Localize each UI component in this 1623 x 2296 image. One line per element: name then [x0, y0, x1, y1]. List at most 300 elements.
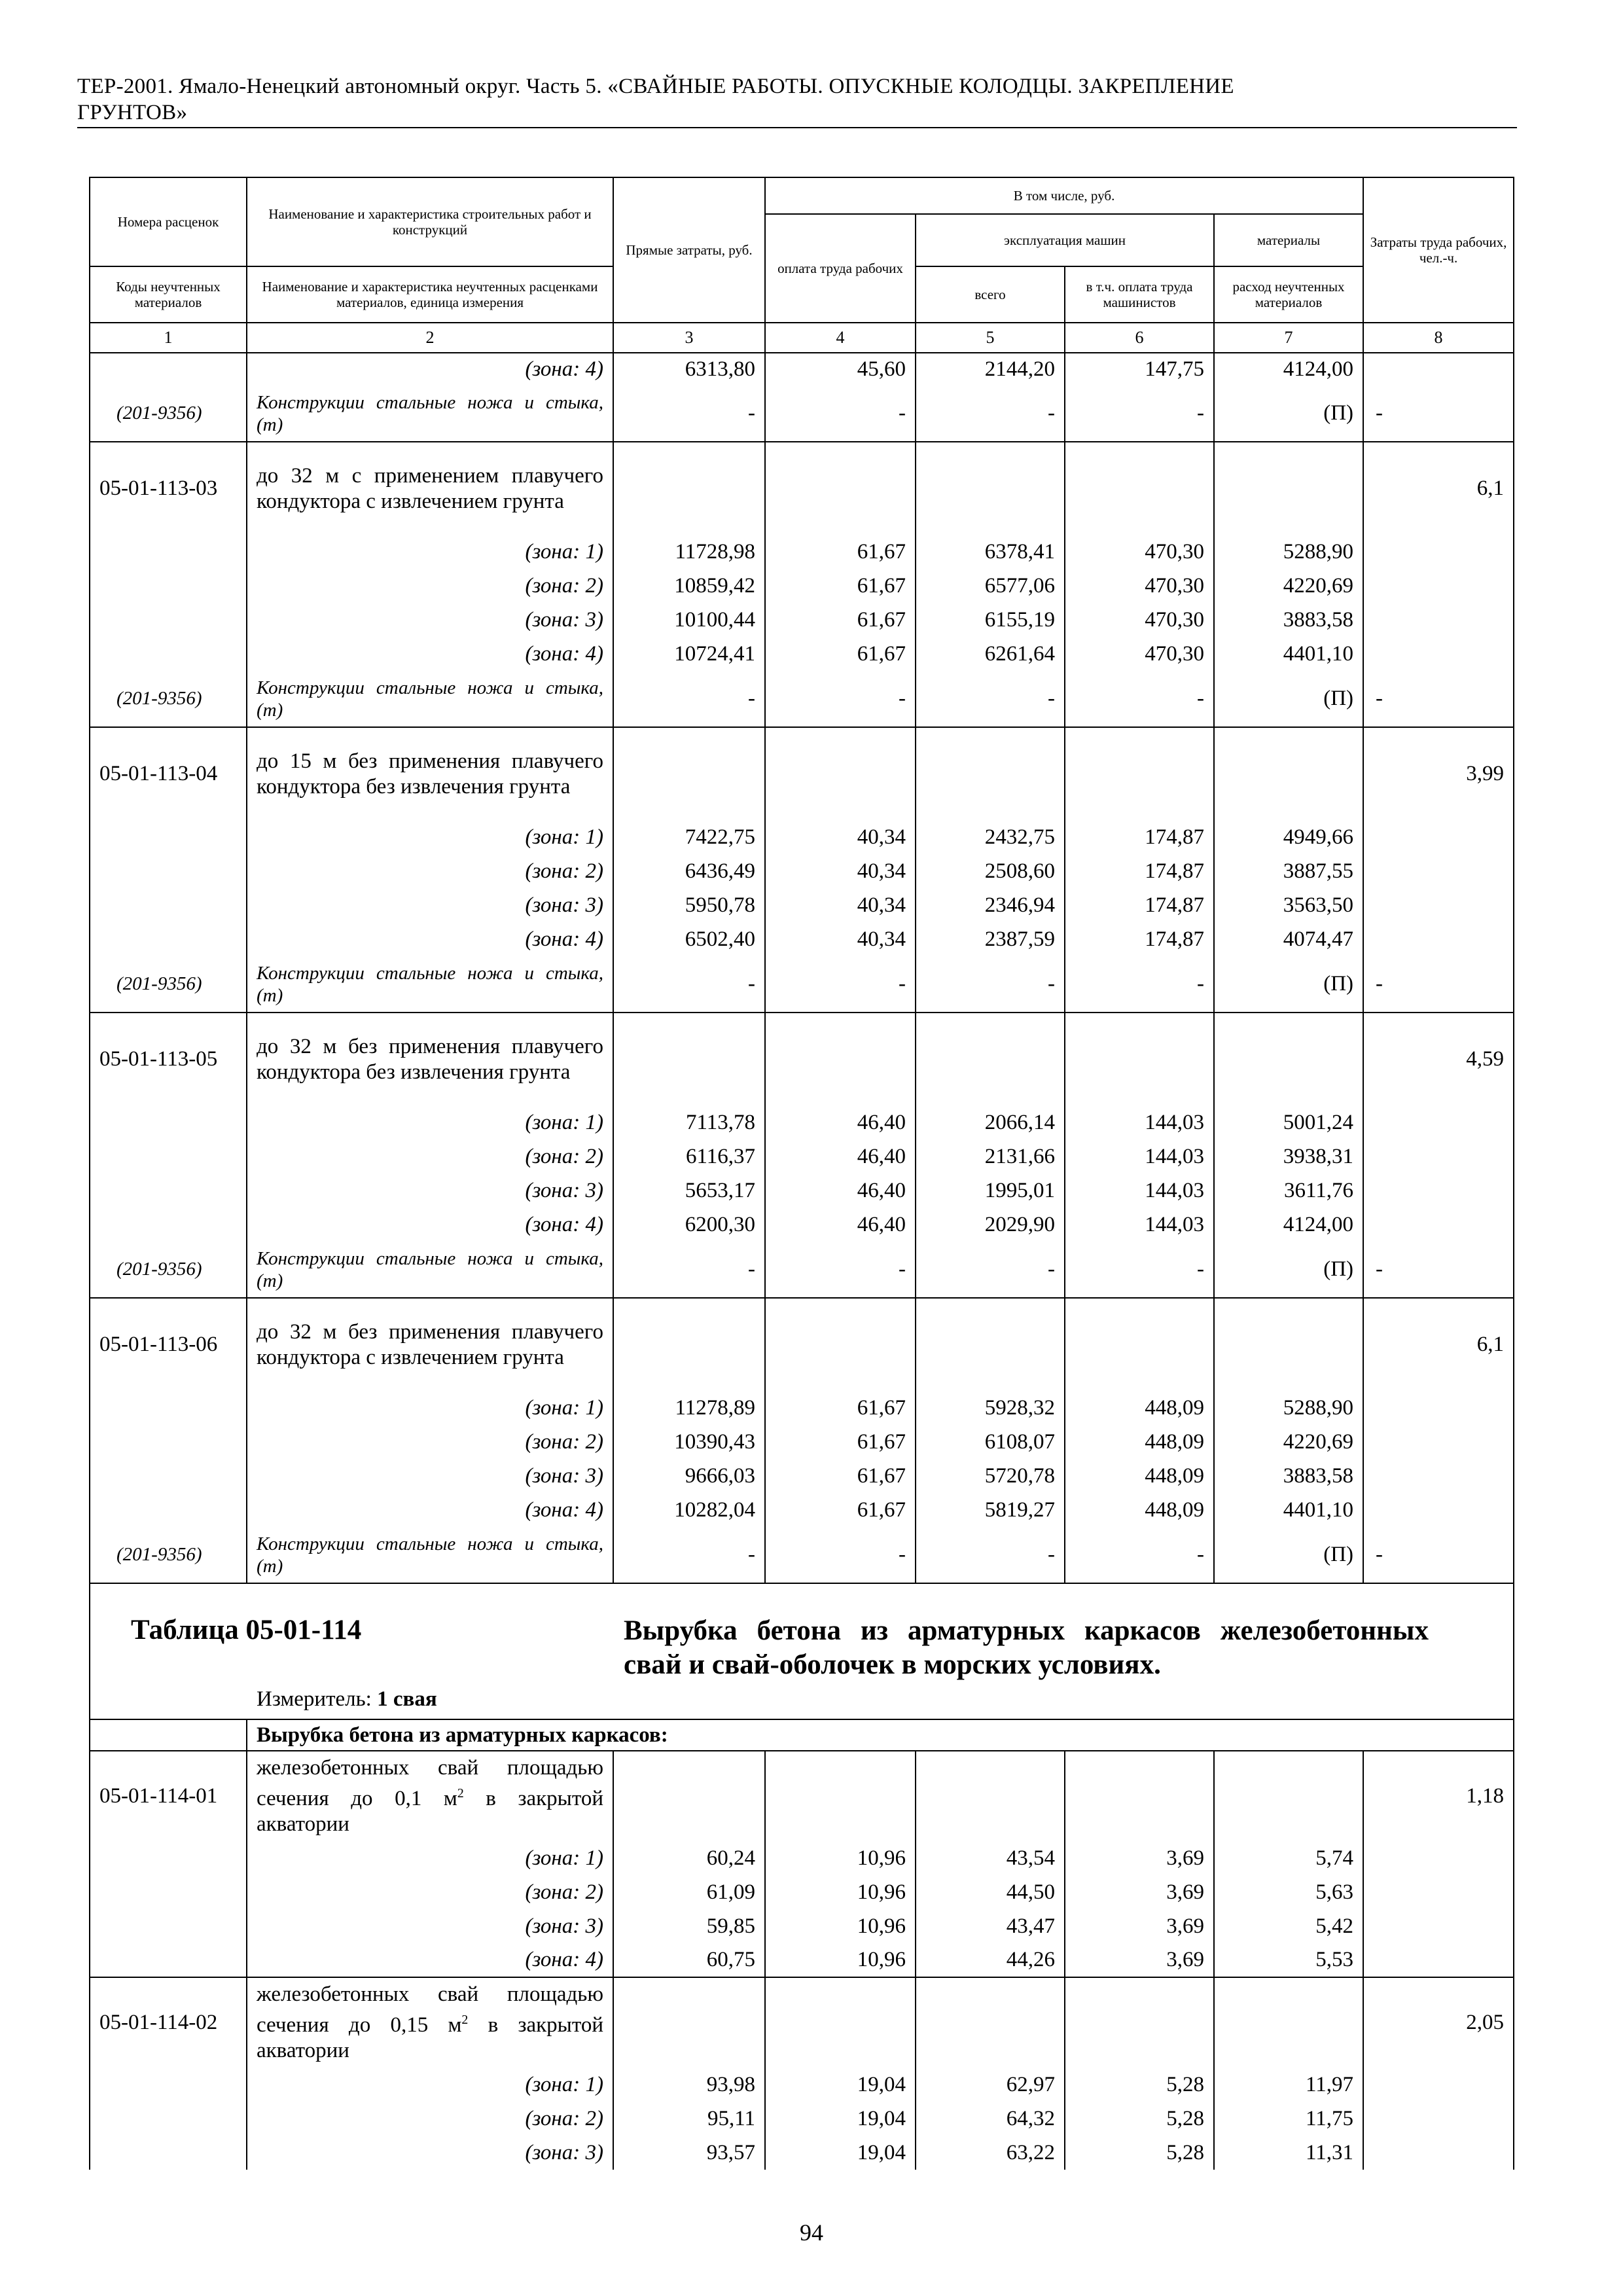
table-body	[90, 353, 1514, 2170]
material-code: (201-9356)	[90, 671, 247, 727]
table-row	[90, 2102, 1514, 2136]
cell-machines-total: 2131,66	[916, 1139, 1065, 1174]
table-row	[90, 637, 1514, 671]
cell-worker-pay: 10,96	[765, 1943, 916, 1977]
cell-labor: -	[1363, 386, 1514, 442]
cell-operator-pay: -	[1065, 1527, 1214, 1583]
empty-cell	[90, 1943, 247, 1977]
empty-cell	[1363, 922, 1514, 956]
cell-direct-costs: 10390,43	[613, 1425, 765, 1459]
cell-operator-pay: 5,28	[1065, 2068, 1214, 2102]
table-row	[90, 1105, 1514, 1139]
table-row	[90, 888, 1514, 922]
cell-material-use: 3563,50	[1214, 888, 1363, 922]
cell-worker-pay: 45,60	[765, 353, 916, 386]
cell-operator-pay: 470,30	[1065, 535, 1214, 569]
cell-direct-costs: 60,75	[613, 1943, 765, 1977]
section-title: Вырубка бетона из арматурных каркасов:	[247, 1719, 1514, 1751]
empty-cell	[90, 1719, 247, 1751]
cell-material-use: 4949,66	[1214, 820, 1363, 854]
empty-cell	[90, 637, 247, 671]
desc-part-b: в закрытой акватории	[257, 1787, 603, 1836]
empty-cell	[1363, 603, 1514, 637]
measurer-value: 1 свая	[377, 1687, 437, 1711]
empty-cell	[1363, 1493, 1514, 1527]
cell-worker-pay: 61,67	[765, 535, 916, 569]
cell-machines-total: -	[916, 1242, 1065, 1298]
cell-direct-costs: 95,11	[613, 2102, 765, 2136]
material-name: Конструкции стальные ножа и стыка, (т)	[247, 671, 613, 727]
cell-direct-costs: 10859,42	[613, 569, 765, 603]
empty-cell	[916, 1751, 1065, 1841]
rate-code: 05-01-113-04	[90, 727, 247, 820]
empty-cell	[1214, 1977, 1363, 2068]
empty-cell	[1214, 1751, 1363, 1841]
hdr-in-total: В том числе, руб.	[765, 177, 1363, 214]
empty-cell	[1363, 2102, 1514, 2136]
empty-cell	[90, 1425, 247, 1459]
empty-cell	[1363, 2068, 1514, 2102]
cell-operator-pay: 3,69	[1065, 1841, 1214, 1875]
hdr-rate-numbers: Номера расценок	[90, 177, 247, 266]
price-table	[89, 177, 1514, 2170]
cell-material-use: 4124,00	[1214, 1208, 1363, 1242]
cell-operator-pay: 448,09	[1065, 1459, 1214, 1493]
cell-machines-total: 5720,78	[916, 1459, 1065, 1493]
zone-label: (зона: 2)	[247, 854, 613, 888]
empty-cell	[613, 442, 765, 535]
cell-worker-pay: 19,04	[765, 2102, 916, 2136]
table-heading-row	[90, 1583, 1514, 1719]
column-numbers-row	[90, 323, 1514, 353]
cell-worker-pay: 46,40	[765, 1208, 916, 1242]
empty-cell	[1214, 1298, 1363, 1391]
page-number: 94	[800, 2219, 823, 2246]
zone-label: (зона: 3)	[247, 888, 613, 922]
cell-worker-pay: 10,96	[765, 1909, 916, 1943]
empty-cell	[1214, 727, 1363, 820]
cell-material-use: (П)	[1214, 1242, 1363, 1298]
hdr-codes-name: Наименование и характеристика неучтенных расценками материалов, единица измерения	[247, 266, 613, 323]
table-row	[90, 727, 1514, 820]
empty-cell	[613, 1751, 765, 1841]
table-row	[90, 1298, 1514, 1391]
empty-cell	[1363, 1391, 1514, 1425]
zone-label: (зона: 3)	[247, 2136, 613, 2170]
cell-material-use: 11,75	[1214, 2102, 1363, 2136]
section-row	[90, 1719, 1514, 1751]
empty-cell	[613, 727, 765, 820]
cell-direct-costs: 5653,17	[613, 1174, 765, 1208]
zone-label: (зона: 1)	[247, 1841, 613, 1875]
empty-cell	[765, 1298, 916, 1391]
material-code: (201-9356)	[90, 1527, 247, 1583]
empty-cell	[613, 1298, 765, 1391]
hdr-materials: материалы	[1214, 214, 1363, 266]
cell-material-use: 5288,90	[1214, 535, 1363, 569]
cell-material-use: 11,31	[1214, 2136, 1363, 2170]
cell-material-use: 5288,90	[1214, 1391, 1363, 1425]
material-code: (201-9356)	[90, 956, 247, 1013]
cell-machines-total: -	[916, 386, 1065, 442]
cell-machines-total: 2029,90	[916, 1208, 1065, 1242]
empty-cell	[1214, 442, 1363, 535]
rate-code: 05-01-113-03	[90, 442, 247, 535]
empty-cell	[1363, 1425, 1514, 1459]
cell-direct-costs: 93,98	[613, 2068, 765, 2102]
cell-labor: 6,1	[1363, 1298, 1514, 1391]
cell-direct-costs: 6502,40	[613, 922, 765, 956]
cell-direct-costs: 9666,03	[613, 1459, 765, 1493]
material-name: Конструкции стальные ножа и стыка, (т)	[247, 1527, 613, 1583]
empty-cell	[1363, 1909, 1514, 1943]
empty-cell	[1363, 1139, 1514, 1174]
table-row	[90, 569, 1514, 603]
cell-operator-pay: 147,75	[1065, 353, 1214, 386]
table-row	[90, 1875, 1514, 1909]
cell-machines-total: 44,26	[916, 1943, 1065, 1977]
cell-direct-costs: -	[613, 386, 765, 442]
cell-operator-pay: 144,03	[1065, 1105, 1214, 1139]
empty-cell	[1363, 1174, 1514, 1208]
cell-material-use: (П)	[1214, 671, 1363, 727]
empty-cell	[1065, 442, 1214, 535]
cell-direct-costs: 93,57	[613, 2136, 765, 2170]
cell-machines-total: 5819,27	[916, 1493, 1065, 1527]
cell-worker-pay: 10,96	[765, 1841, 916, 1875]
cell-machines-total: 62,97	[916, 2068, 1065, 2102]
cell-worker-pay: 61,67	[765, 569, 916, 603]
measurer	[257, 1687, 437, 1712]
cell-material-use: 5,42	[1214, 1909, 1363, 1943]
hdr-operator-pay: в т.ч. оплата труда машинистов	[1065, 266, 1214, 323]
cell-operator-pay: 144,03	[1065, 1208, 1214, 1242]
empty-cell	[1363, 637, 1514, 671]
empty-cell	[1065, 1298, 1214, 1391]
desc-superscript: 2	[461, 2013, 469, 2027]
zone-label: (зона: 1)	[247, 1391, 613, 1425]
cell-operator-pay: 5,28	[1065, 2102, 1214, 2136]
cell-material-use: 5,74	[1214, 1841, 1363, 1875]
cell-worker-pay: 61,67	[765, 1425, 916, 1459]
table-row	[90, 1751, 1514, 1841]
cell-labor: 6,1	[1363, 442, 1514, 535]
zone-label: (зона: 4)	[247, 1208, 613, 1242]
cell-material-use: (П)	[1214, 1527, 1363, 1583]
zone-label: (зона: 3)	[247, 1909, 613, 1943]
cell-direct-costs: 10282,04	[613, 1493, 765, 1527]
cell-operator-pay: 470,30	[1065, 569, 1214, 603]
material-name: Конструкции стальные ножа и стыка, (т)	[247, 956, 613, 1013]
table-row	[90, 603, 1514, 637]
cell-operator-pay: 174,87	[1065, 820, 1214, 854]
zone-label: (зона: 2)	[247, 569, 613, 603]
cell-material-use: 4401,10	[1214, 637, 1363, 671]
desc-superscript: 2	[457, 1786, 464, 1801]
cell-material-use: (П)	[1214, 386, 1363, 442]
cell-worker-pay: -	[765, 1242, 916, 1298]
cell-direct-costs: 7113,78	[613, 1105, 765, 1139]
empty-cell	[765, 1977, 916, 2068]
cell-machines-total: 6261,64	[916, 637, 1065, 671]
empty-cell	[916, 1013, 1065, 1105]
cell-worker-pay: 19,04	[765, 2068, 916, 2102]
table-row	[90, 442, 1514, 535]
empty-cell	[916, 727, 1065, 820]
table-row	[90, 1139, 1514, 1174]
col-num: 3	[613, 323, 765, 353]
cell-material-use: 4220,69	[1214, 569, 1363, 603]
empty-cell	[613, 1977, 765, 2068]
cell-worker-pay: -	[765, 1527, 916, 1583]
cell-operator-pay: 448,09	[1065, 1391, 1214, 1425]
empty-cell	[1363, 569, 1514, 603]
cell-direct-costs: 11728,98	[613, 535, 765, 569]
cell-direct-costs: 59,85	[613, 1909, 765, 1943]
cell-material-use: 3611,76	[1214, 1174, 1363, 1208]
empty-cell	[90, 922, 247, 956]
zone-label: (зона: 4)	[247, 637, 613, 671]
hdr-codes: Коды неучтенных материалов	[90, 266, 247, 323]
rate-code: 05-01-114-02	[90, 1977, 247, 2068]
cell-worker-pay: -	[765, 671, 916, 727]
cell-machines-total: 6577,06	[916, 569, 1065, 603]
empty-cell	[90, 1105, 247, 1139]
rate-description	[247, 1977, 613, 2068]
rate-description	[247, 1751, 613, 1841]
table-title: Вырубка бетона из арматурных каркасов железобетонных свай и свай-оболочек в морских условиях.	[624, 1615, 1429, 1680]
cell-machines-total: 43,47	[916, 1909, 1065, 1943]
table-row	[90, 1459, 1514, 1493]
empty-cell	[1363, 1105, 1514, 1139]
cell-direct-costs: 5950,78	[613, 888, 765, 922]
empty-cell	[90, 888, 247, 922]
material-name: Конструкции стальные ножа и стыка, (т)	[247, 386, 613, 442]
cell-direct-costs: 6116,37	[613, 1139, 765, 1174]
cell-machines-total: -	[916, 1527, 1065, 1583]
hdr-total: всего	[916, 266, 1065, 323]
cell-labor: 3,99	[1363, 727, 1514, 820]
cell-material-use: 5001,24	[1214, 1105, 1363, 1139]
header-line-1: ТЕР-2001. Ямало-Ненецкий автономный округ. Часть 5. «СВАЙНЫЕ РАБОТЫ. ОПУСКНЫЕ КОЛОДЦЫ. ЗАКРЕПЛЕНИЕ	[77, 75, 1234, 98]
empty-cell	[90, 603, 247, 637]
cell-machines-total: 43,54	[916, 1841, 1065, 1875]
empty-cell	[1065, 727, 1214, 820]
hdr-direct-costs: Прямые затраты, руб.	[613, 177, 765, 323]
cell-worker-pay: 40,34	[765, 820, 916, 854]
table-heading	[90, 1583, 1514, 1719]
zone-label: (зона: 1)	[247, 535, 613, 569]
hdr-material-use: расход неучтенных материалов	[1214, 266, 1363, 323]
empty-cell	[90, 535, 247, 569]
hdr-rate-name: Наименование и характеристика строительных работ и конструкций	[247, 177, 613, 266]
cell-machines-total: -	[916, 671, 1065, 727]
zone-label: (зона: 4)	[247, 1493, 613, 1527]
rate-code: 05-01-113-05	[90, 1013, 247, 1105]
table-row	[90, 1493, 1514, 1527]
table-row	[90, 1391, 1514, 1425]
cell-worker-pay: 19,04	[765, 2136, 916, 2170]
rate-description: до 32 м без применения плавучего кондуктора без извлечения грунта	[247, 1013, 613, 1105]
zone-label: (зона: 2)	[247, 1875, 613, 1909]
cell-machines-total: 63,22	[916, 2136, 1065, 2170]
zone-label: (зона: 3)	[247, 1459, 613, 1493]
material-name: Конструкции стальные ножа и стыка, (т)	[247, 1242, 613, 1298]
cell-labor: 1,18	[1363, 1751, 1514, 1841]
rate-code: 05-01-113-06	[90, 1298, 247, 1391]
cell-machines-total: 64,32	[916, 2102, 1065, 2136]
cell-direct-costs: 10100,44	[613, 603, 765, 637]
col-num: 8	[1363, 323, 1514, 353]
cell-operator-pay: 174,87	[1065, 854, 1214, 888]
zone-label: (зона: 1)	[247, 1105, 613, 1139]
cell-worker-pay: 61,67	[765, 1391, 916, 1425]
table-row	[90, 1977, 1514, 2068]
cell-direct-costs: -	[613, 1527, 765, 1583]
cell-direct-costs: 6200,30	[613, 1208, 765, 1242]
empty-cell	[765, 442, 916, 535]
table-row	[90, 956, 1514, 1013]
cell-machines-total: 2508,60	[916, 854, 1065, 888]
empty-cell	[90, 2102, 247, 2136]
empty-cell	[90, 1391, 247, 1425]
empty-cell	[916, 1977, 1065, 2068]
desc-part-a: железобетонных свай площадью сечения до 0,15 м	[257, 1982, 603, 2037]
empty-cell	[1065, 1977, 1214, 2068]
empty-cell	[1363, 535, 1514, 569]
cell-operator-pay: 448,09	[1065, 1493, 1214, 1527]
cell-labor: -	[1363, 1242, 1514, 1298]
cell-material-use: (П)	[1214, 956, 1363, 1013]
cell-worker-pay: 61,67	[765, 637, 916, 671]
desc-part-a: железобетонных свай площадью сечения до 0,1 м	[257, 1756, 603, 1810]
cell-operator-pay: 174,87	[1065, 888, 1214, 922]
cell-operator-pay: 470,30	[1065, 603, 1214, 637]
cell-worker-pay: 61,67	[765, 603, 916, 637]
cell-worker-pay: 40,34	[765, 922, 916, 956]
empty-cell	[1363, 1459, 1514, 1493]
empty-cell	[765, 727, 916, 820]
cell-direct-costs: 7422,75	[613, 820, 765, 854]
cell-direct-costs: -	[613, 1242, 765, 1298]
cell-machines-total: 5928,32	[916, 1391, 1065, 1425]
zone-label: (зона: 4)	[247, 922, 613, 956]
cell-material-use: 3883,58	[1214, 603, 1363, 637]
cell-operator-pay: 174,87	[1065, 922, 1214, 956]
empty-cell	[90, 569, 247, 603]
empty-cell	[90, 854, 247, 888]
cell-labor: -	[1363, 956, 1514, 1013]
empty-cell	[1065, 1751, 1214, 1841]
empty-cell	[90, 1459, 247, 1493]
zone-label: (зона: 3)	[247, 603, 613, 637]
measurer-label: Измеритель:	[257, 1687, 372, 1711]
cell-worker-pay: -	[765, 956, 916, 1013]
cell-material-use: 4074,47	[1214, 922, 1363, 956]
cell-worker-pay: 46,40	[765, 1174, 916, 1208]
cell-direct-costs: 10724,41	[613, 637, 765, 671]
cell-direct-costs: 11278,89	[613, 1391, 765, 1425]
cell-machines-total: 2387,59	[916, 922, 1065, 956]
hdr-labor: Затраты труда рабочих, чел.-ч.	[1363, 177, 1514, 323]
col-num: 1	[90, 323, 247, 353]
empty-cell	[90, 1909, 247, 1943]
col-num: 7	[1214, 323, 1363, 353]
zone-label: (зона: 2)	[247, 1139, 613, 1174]
cell-material-use: 11,97	[1214, 2068, 1363, 2102]
empty-cell	[1363, 888, 1514, 922]
col-num: 4	[765, 323, 916, 353]
cell-worker-pay: 40,34	[765, 888, 916, 922]
cell-worker-pay: 46,40	[765, 1139, 916, 1174]
rate-description: до 32 м с применением плавучего кондуктора с извлечением грунта	[247, 442, 613, 535]
empty-cell	[1363, 1208, 1514, 1242]
table-number: Таблица 05-01-114	[131, 1615, 362, 1645]
cell-operator-pay: 3,69	[1065, 1943, 1214, 1977]
rate-description: до 32 м без применения плавучего кондуктора с извлечением грунта	[247, 1298, 613, 1391]
empty-cell	[1363, 1943, 1514, 1977]
cell-material-use: 3883,58	[1214, 1459, 1363, 1493]
cell-material-use: 4220,69	[1214, 1425, 1363, 1459]
cell-operator-pay: 5,28	[1065, 2136, 1214, 2170]
col-num: 6	[1065, 323, 1214, 353]
cell-machines-total: 2066,14	[916, 1105, 1065, 1139]
col-num: 2	[247, 323, 613, 353]
cell-operator-pay: 448,09	[1065, 1425, 1214, 1459]
cell-operator-pay: 144,03	[1065, 1139, 1214, 1174]
zone-label: (зона: 4)	[247, 353, 613, 386]
table-row	[90, 1943, 1514, 1977]
cell-material-use: 3938,31	[1214, 1139, 1363, 1174]
empty-cell	[1363, 820, 1514, 854]
cell-worker-pay: 61,67	[765, 1459, 916, 1493]
zone-label: (зона: 2)	[247, 2102, 613, 2136]
zone-label: (зона: 2)	[247, 1425, 613, 1459]
cell-operator-pay: -	[1065, 671, 1214, 727]
cell-labor: -	[1363, 1527, 1514, 1583]
hdr-worker-pay: оплата труда рабочих	[765, 214, 916, 323]
empty-cell	[916, 1298, 1065, 1391]
material-code: (201-9356)	[90, 386, 247, 442]
empty-cell	[90, 1841, 247, 1875]
cell-machines-total: 6108,07	[916, 1425, 1065, 1459]
zone-label: (зона: 4)	[247, 1943, 613, 1977]
cell-operator-pay: 144,03	[1065, 1174, 1214, 1208]
cell-machines-total: 6155,19	[916, 603, 1065, 637]
page-header	[77, 73, 1517, 126]
cell-machines-total: 44,50	[916, 1875, 1065, 1909]
table-row	[90, 535, 1514, 569]
table-row	[90, 1174, 1514, 1208]
empty-cell	[1363, 1875, 1514, 1909]
cell-labor: 2,05	[1363, 1977, 1514, 2068]
table-row	[90, 1208, 1514, 1242]
empty-cell	[90, 1875, 247, 1909]
material-code: (201-9356)	[90, 1242, 247, 1298]
cell-operator-pay: 3,69	[1065, 1909, 1214, 1943]
cell-material-use: 5,63	[1214, 1875, 1363, 1909]
empty-cell	[90, 820, 247, 854]
empty-cell	[916, 442, 1065, 535]
cell-material-use: 4124,00	[1214, 353, 1363, 386]
table-row	[90, 353, 1514, 386]
empty-cell	[1214, 1013, 1363, 1105]
empty-cell	[90, 1139, 247, 1174]
hdr-machines: эксплуатация машин	[916, 214, 1214, 266]
empty-cell	[1065, 1013, 1214, 1105]
table-row	[90, 1841, 1514, 1875]
zone-label: (зона: 3)	[247, 1174, 613, 1208]
